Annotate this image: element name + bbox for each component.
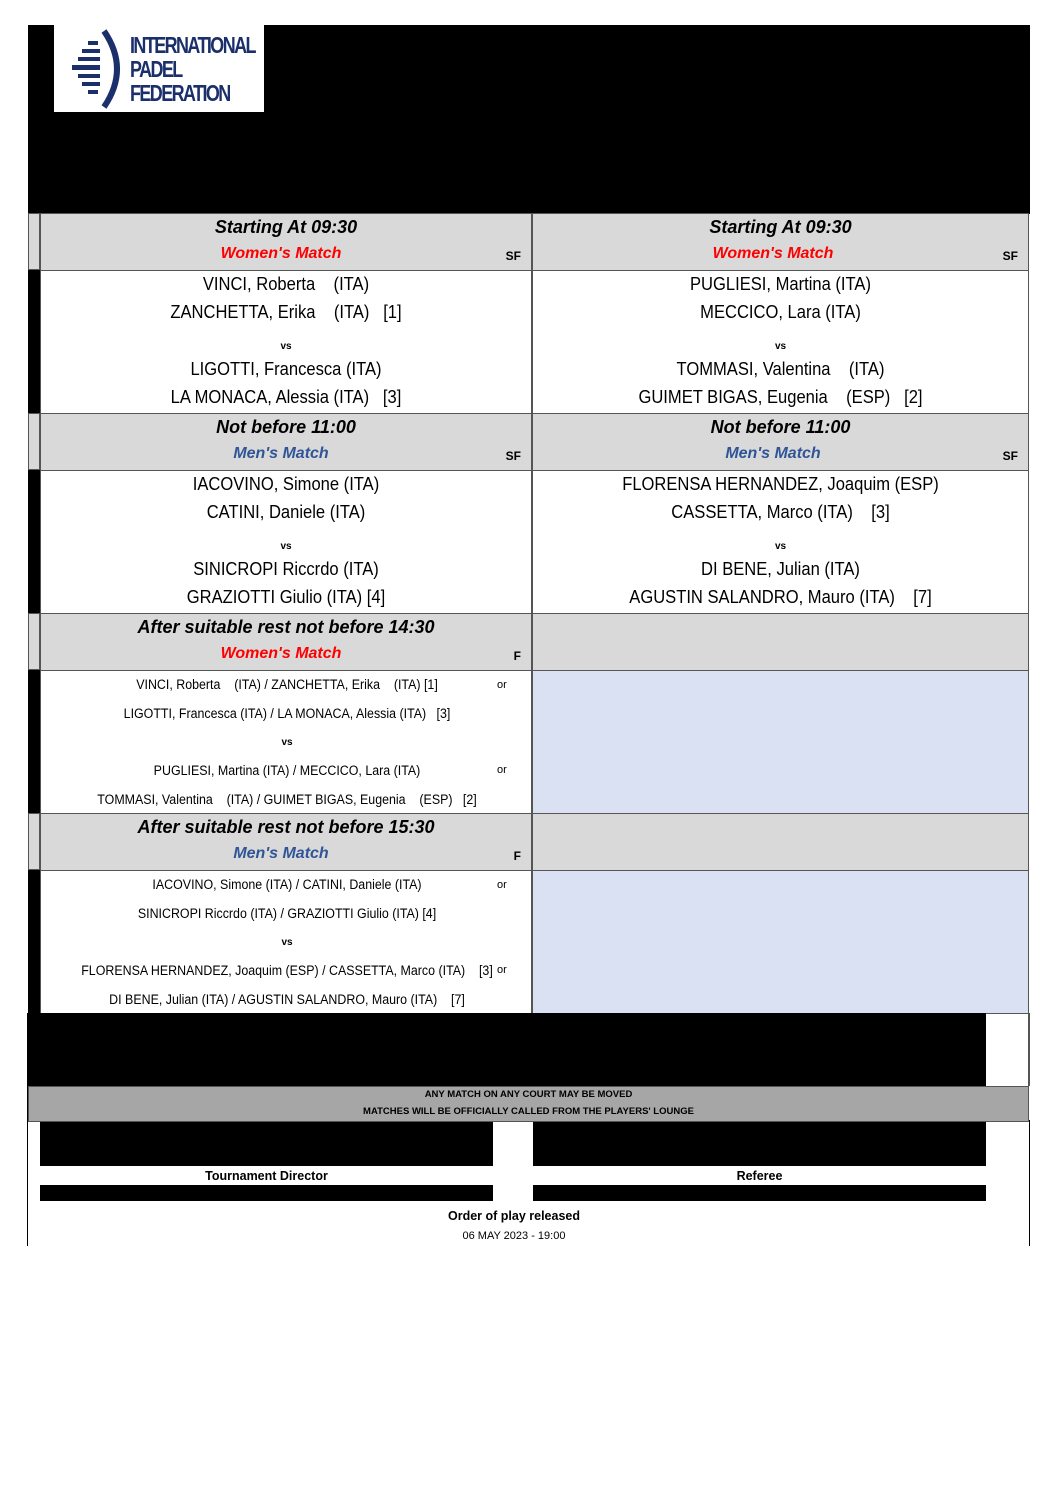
row-gutter <box>28 670 40 813</box>
vs-label: vs <box>774 341 787 352</box>
or-label: or <box>497 764 507 776</box>
player-line: AGUSTIN SALANDRO, Mauro (ITA) [7] <box>629 587 932 607</box>
player-line: MECCICO, Lara (ITA) <box>700 302 861 322</box>
frame-left <box>27 1013 28 1246</box>
player-line: TOMMASI, Valentina (ITA) <box>676 359 885 379</box>
row-gutter <box>28 413 40 470</box>
vs-label: vs <box>280 341 292 352</box>
team-line: FLORENSA HERNANDEZ, Joaquim (ESP) / CASSETTA, Marco (ITA) [3] <box>81 963 493 978</box>
match-cell <box>40 270 532 414</box>
team-line: PUGLIESI, Martina (ITA) / MECCICO, Lara (ITA) <box>153 763 421 778</box>
notice-line: MATCHES WILL BE OFFICIALLY CALLED FROM THE PLAYERS' LOUNGE <box>363 1106 694 1117</box>
or-label: or <box>497 964 507 976</box>
release-label: Order of play released <box>447 1209 580 1223</box>
team-line: DI BENE, Julian (ITA) / AGUSTIN SALANDRO, Mauro (ITA) [7] <box>109 992 465 1007</box>
row-gutter <box>28 470 40 613</box>
referee-name-box <box>533 1185 986 1201</box>
match-cell <box>40 870 532 1014</box>
match-time: After suitable rest not before 15:30 <box>137 817 435 837</box>
match-type: Men's Match <box>233 845 329 862</box>
row-gutter <box>28 870 40 1013</box>
match-header <box>40 813 532 871</box>
player-line: DI BENE, Julian (ITA) <box>701 559 860 579</box>
match-cell <box>40 470 532 614</box>
match-time: After suitable rest not before 14:30 <box>137 617 435 637</box>
player-line: GUIMET BIGAS, Eugenia (ESP) [2] <box>638 387 923 407</box>
match-header <box>532 413 1029 471</box>
player-line: IACOVINO, Simone (ITA) <box>192 474 380 494</box>
notice-bar <box>28 1086 1029 1122</box>
match-time: Starting At 09:30 <box>214 217 358 237</box>
player-line: VINCI, Roberta (ITA) <box>202 274 370 294</box>
team-line: SINICROPI Riccrdo (ITA) / GRAZIOTTI Giulio (ITA) [4] <box>137 906 437 921</box>
logo-line: FEDERATION <box>130 80 230 106</box>
match-round: F <box>513 849 521 863</box>
ipf-logo <box>54 25 264 112</box>
vs-label: vs <box>281 937 293 948</box>
match-time: Not before 11:00 <box>216 417 356 437</box>
match-header <box>40 413 532 471</box>
padel-ball-icon <box>68 29 124 109</box>
player-line: FLORENSA HERNANDEZ, Joaquim (ESP) <box>622 474 939 494</box>
logo-line: INTERNATIONAL <box>130 32 255 58</box>
match-round: SF <box>505 249 521 263</box>
match-type: Women's Match <box>712 245 834 262</box>
row-gutter <box>28 613 40 670</box>
empty-court-cell <box>532 670 1029 814</box>
match-header <box>40 613 532 671</box>
match-time: Not before 11:00 <box>710 417 851 437</box>
vs-label: vs <box>280 541 292 552</box>
player-line: ZANCHETTA, Erika (ITA) [1] <box>170 302 402 322</box>
or-label: or <box>497 879 507 891</box>
redacted-block <box>28 1013 986 1086</box>
match-header <box>532 613 1029 671</box>
row-gutter <box>28 270 40 413</box>
match-cell <box>532 270 1029 414</box>
release-datetime: 06 MAY 2023 - 19:00 <box>462 1230 566 1242</box>
row-gutter <box>28 813 40 870</box>
match-header <box>532 213 1029 271</box>
match-round: SF <box>1002 249 1018 263</box>
or-label: or <box>497 679 507 691</box>
referee-signature-box <box>533 1122 986 1166</box>
match-type: Women's Match <box>220 645 342 662</box>
match-cell <box>40 670 532 814</box>
player-line: PUGLIESI, Martina (ITA) <box>690 274 871 294</box>
director-signature-box <box>40 1122 493 1166</box>
player-line: CATINI, Daniele (ITA) <box>206 502 366 522</box>
match-type: Men's Match <box>725 445 821 462</box>
match-header <box>40 213 532 271</box>
team-line: LIGOTTI, Francesca (ITA) / LA MONACA, Alessia (ITA) [3] <box>123 706 451 721</box>
director-label: Tournament Director <box>205 1169 328 1183</box>
director-name-box <box>40 1185 493 1201</box>
divider <box>1028 1013 1030 1086</box>
team-line: VINCI, Roberta (ITA) / ZANCHETTA, Erika (ITA) [1] <box>136 677 438 692</box>
player-line: GRAZIOTTI Giulio (ITA) [4] <box>186 587 386 607</box>
logo-line: PADEL <box>130 56 182 82</box>
match-type: Women's Match <box>220 245 342 262</box>
player-line: SINICROPI Riccrdo (ITA) <box>193 559 379 579</box>
vs-label: vs <box>774 541 787 552</box>
logo-text <box>130 33 255 105</box>
empty-court-cell <box>532 870 1029 1014</box>
frame-right <box>1029 1120 1030 1246</box>
row-gutter <box>28 213 40 270</box>
match-time: Starting At 09:30 <box>709 217 852 237</box>
notice-line: ANY MATCH ON ANY COURT MAY BE MOVED <box>424 1089 633 1100</box>
player-line: LIGOTTI, Francesca (ITA) <box>190 359 382 379</box>
match-cell <box>532 470 1029 614</box>
player-line: LA MONACA, Alessia (ITA) [3] <box>170 387 402 407</box>
match-round: SF <box>1002 449 1018 463</box>
team-line: TOMMASI, Valentina (ITA) / GUIMET BIGAS, Eugenia (ESP) [2] <box>97 792 477 807</box>
referee-label: Referee <box>736 1169 783 1183</box>
match-header <box>532 813 1029 871</box>
player-line: CASSETTA, Marco (ITA) [3] <box>671 502 890 522</box>
match-type: Men's Match <box>233 445 329 462</box>
vs-label: vs <box>281 737 293 748</box>
team-line: IACOVINO, Simone (ITA) / CATINI, Daniele (ITA) <box>152 877 422 892</box>
match-round: SF <box>505 449 521 463</box>
match-round: F <box>513 649 521 663</box>
